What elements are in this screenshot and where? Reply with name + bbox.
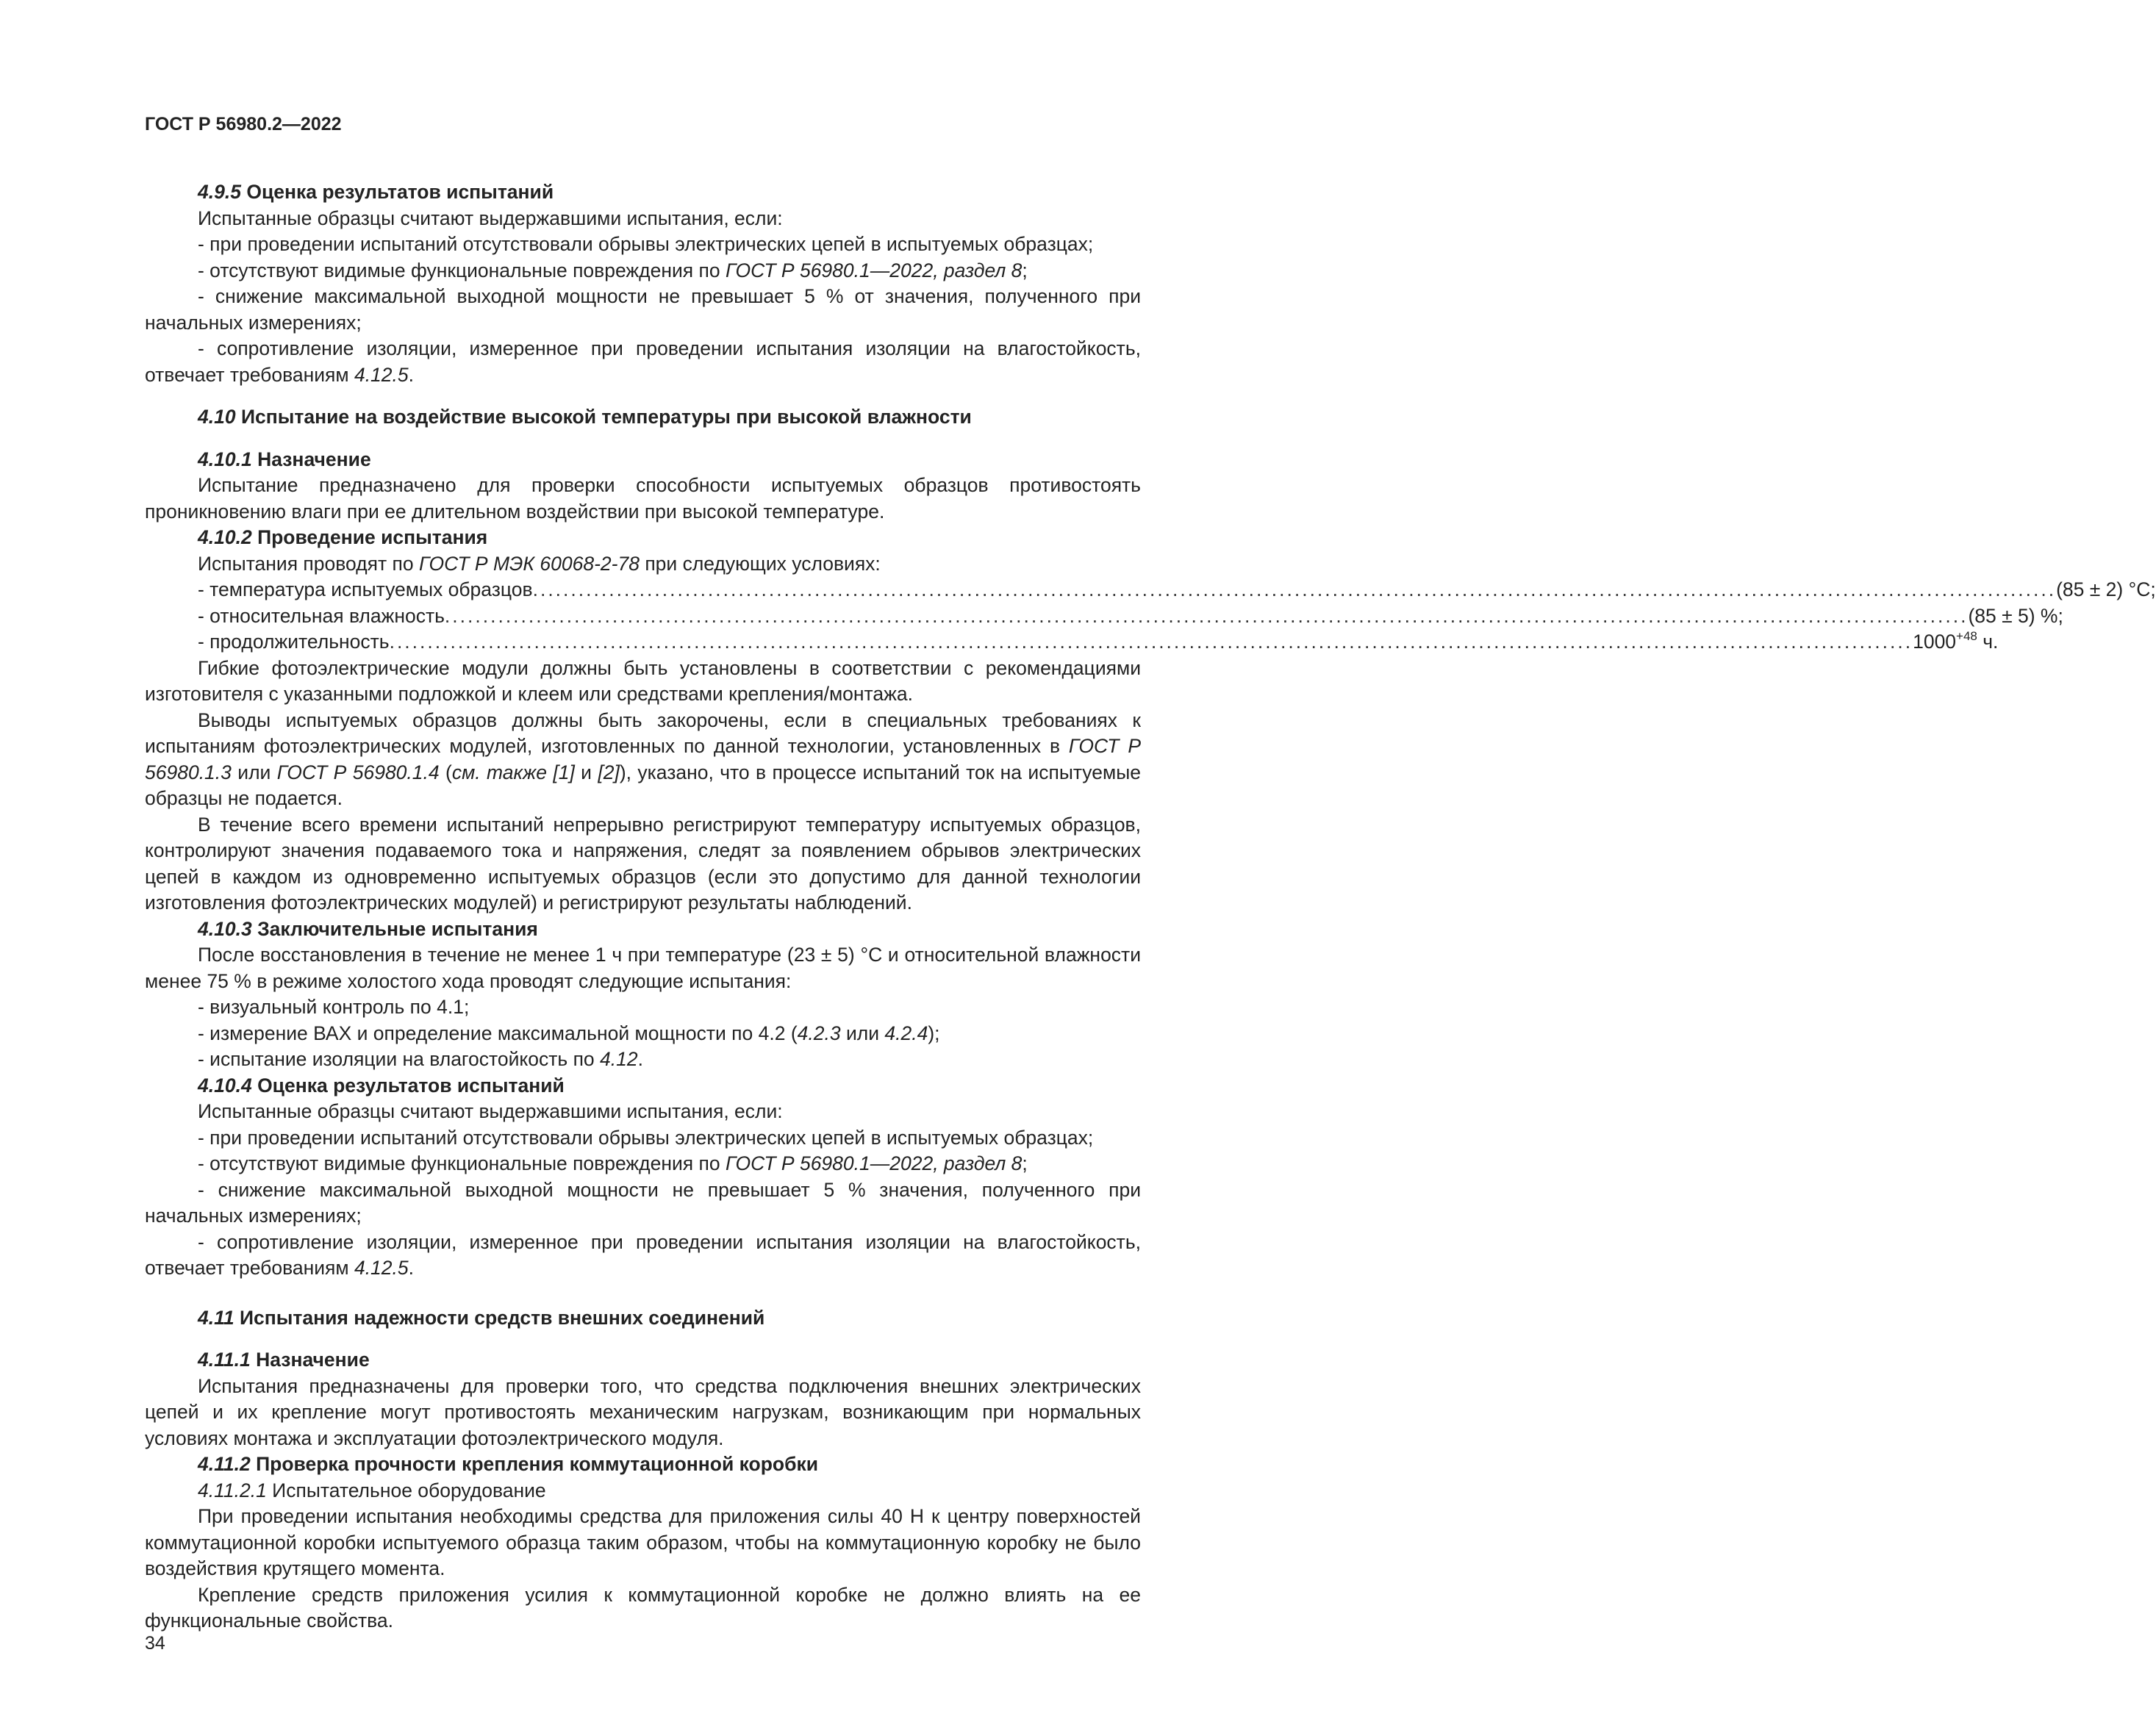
leader-dots: ........................................................................................................................................................................................................ [389, 631, 1913, 653]
text: . [408, 363, 415, 386]
text: Испытания проводят по [198, 552, 419, 575]
section-title: Оценка результатов испытаний [246, 181, 554, 203]
section-4-10-1 [145, 447, 1141, 525]
text: - сопротивление изоляции, измеренное при проведении испытания изоляции на влагостойкость, отвечает требованиям [145, 1230, 1141, 1279]
list-item: - снижение максимальной выходной мощности не превышает 5 % значения, полученного при начальных измерениях; [145, 1178, 1141, 1227]
text: - сопротивление изоляции, измеренное при проведении испытания изоляции на влагостойкость, отвечает требованиям [145, 337, 1141, 386]
duration-value: 1000 [1913, 631, 1957, 653]
reference: см. также [1] [451, 761, 575, 783]
section-number: 4.9.5 [198, 181, 241, 203]
condition-value: (85 ± 2) °C; [2056, 578, 2156, 600]
text: - отсутствуют видимые функциональные повреждения по [198, 1152, 726, 1174]
paragraph: Испытания предназначены для проверки того, что средства подключения внешних электрических цепей и их крепление могут противостоять механическим нагрузкам, возникающим при нормальных условиях монтажа и эксплуатации фотоэлектрического модуля. [145, 1374, 1141, 1449]
section-title: Испытание на воздействие высокой температуры при высокой влажности [240, 406, 972, 428]
section-title: Назначение [257, 448, 371, 470]
list-item [145, 1151, 1141, 1177]
list-item [145, 336, 1141, 388]
subsection-heading [145, 1478, 1141, 1504]
paragraph: Крепление средств приложения усилия к коммутационной коробке не должно влиять на ее функциональные свойства. [145, 1583, 1141, 1632]
section-4-10-3 [145, 916, 1141, 1073]
condition-value: (85 ± 5) %; [1968, 604, 2063, 627]
section-4-10-4 [145, 1073, 1141, 1282]
section-4-10-2 [145, 525, 2156, 916]
reference: 4.2.4 [884, 1022, 928, 1044]
reference: ГОСТ Р 56980.1—2022, раздел 8 [725, 259, 1023, 281]
section-heading [145, 179, 1141, 206]
subsection-title: Испытательное оборудование [266, 1479, 546, 1501]
reference: ГОСТ Р 56980.1.3 [145, 735, 1141, 783]
paragraph: После восстановления в течение не менее 1 ч при температуре (23 ± 5) °C и относительной влажности менее 75 % в режиме холостого хода проводят следующие испытания: [145, 944, 1141, 992]
text: и [574, 761, 598, 783]
condition-value [1913, 629, 1998, 656]
section-4-11-2 [145, 1451, 1141, 1634]
text: или [231, 761, 277, 783]
reference: ГОСТ Р 56980.1—2022, раздел 8 [725, 1152, 1023, 1174]
subsection-number: 4.11.2.1 [198, 1479, 267, 1501]
section-title: Проверка прочности крепления коммутационной коробки [256, 1453, 819, 1475]
section-title: Заключительные испытания [257, 917, 538, 940]
list-item: - снижение максимальной выходной мощности не превышает 5 % от значения, полученного при начальных измерениях; [145, 285, 1141, 334]
section-heading [145, 1073, 1141, 1099]
section-heading [145, 525, 1141, 551]
condition-row [145, 577, 2156, 603]
text: Выводы испытуемых образцов должны быть закорочены, если в специальных требованиях к испытаниям фотоэлектрических модулей, изготовленных по данной технологии, установленных в [145, 708, 1141, 757]
condition-row [145, 629, 1999, 656]
reference: ГОСТ Р МЭК 60068-2-78 [418, 552, 640, 575]
text: или [840, 1022, 885, 1044]
paragraph: Испытание предназначено для проверки способности испытуемых образцов противостоять проникновению влаги при ее длительном воздействии при высокой температуре. [145, 474, 1141, 523]
section-title: Испытания надежности средств внешних соединений [240, 1306, 765, 1329]
section-title: Оценка результатов испытаний [257, 1074, 565, 1097]
list-item: - при проведении испытаний отсутствовали обрывы электрических цепей в испытуемых образцах; [198, 233, 1094, 255]
paragraph: Гибкие фотоэлектрические модули должны быть установлены в соответствии с рекомендациями изготовителя с указанными подложкой и клеем или средствами крепления/монтажа. [145, 656, 1141, 705]
list-item [145, 1047, 1141, 1073]
paragraph: Испытанные образцы считают выдержавшими испытания, если: [198, 207, 783, 229]
section-number: 4.10.1 [198, 448, 252, 470]
text: ; [1022, 1152, 1028, 1174]
section-heading [145, 1451, 1141, 1478]
reference: 4.12.5 [354, 363, 409, 386]
section-title: Проведение испытания [257, 526, 488, 548]
condition-label: - температура испытуемых образцов [198, 578, 533, 600]
condition-row [145, 603, 2063, 630]
list-item: - при проведении испытаний отсутствовали обрывы электрических цепей в испытуемых образцах; [198, 1126, 1094, 1149]
section-heading [145, 916, 1141, 943]
document-header: ГОСТ Р 56980.2—2022 [145, 114, 342, 134]
paragraph: В течение всего времени испытаний непрерывно регистрируют температуру испытуемых образцов, контролируют значения подаваемого тока и напряжения, следят за появлением обрывов электрических цепей в каждом из одновременно испытуемых образцов (если это допустимо для данной технологии изготовления фотоэлектрических модулей) и регистрируют результаты наблюдений. [145, 813, 1141, 914]
section-number: 4.10.2 [198, 526, 252, 548]
reference: ГОСТ Р 56980.1.4 [276, 761, 440, 783]
leader-dots: ........................................................................................................................................................................................................ [532, 578, 2057, 600]
section-4-11-1 [145, 1347, 1141, 1451]
list-item [145, 1021, 1141, 1047]
page-number: 34 [145, 1633, 165, 1654]
section-heading [145, 447, 1141, 473]
section-heading [145, 1347, 1141, 1374]
text: - измерение ВАХ и определение максимальной мощности по 4.2 ( [198, 1022, 798, 1044]
text: . [637, 1048, 643, 1070]
condition-label: - относительная влажность [198, 604, 445, 627]
text: . [408, 1257, 415, 1279]
paragraph [145, 708, 1141, 812]
section-number: 4.10.3 [198, 917, 252, 940]
section-heading-4-11 [145, 1305, 1141, 1332]
text: ); [928, 1022, 940, 1044]
text: ; [1022, 259, 1028, 281]
reference: 4.12 [600, 1048, 638, 1070]
text: ), указано, что в процессе испытаний ток на испытуемые образцы не подается. [145, 761, 1141, 809]
paragraph: Испытанные образцы считают выдержавшими испытания, если: [198, 1100, 783, 1122]
text: - испытание изоляции на влагостойкость по [198, 1048, 601, 1070]
section-number: 4.11.2 [198, 1453, 251, 1475]
section-number: 4.10.4 [198, 1074, 252, 1097]
list-item [145, 258, 1141, 284]
reference: 4.2.3 [797, 1022, 841, 1044]
section-number: 4.11 [198, 1306, 234, 1329]
section-title: Назначение [256, 1349, 370, 1371]
reference: 4.12.5 [354, 1257, 409, 1279]
condition-label: - продолжительность [198, 631, 390, 653]
text: ( [439, 761, 452, 783]
list-item: - визуальный контроль по 4.1; [198, 996, 470, 1018]
paragraph: При проведении испытания необходимы средства для приложения силы 40 Н к центру поверхностей коммутационной коробки испытуемого образца таким образом, чтобы на коммутационную коробку не было воздействия крутящего момента. [145, 1505, 1141, 1579]
section-4-9-5 [145, 179, 1141, 388]
reference: [2] [598, 761, 620, 783]
leader-dots: ........................................................................................................................................................................................................ [444, 604, 1969, 627]
section-number: 4.10 [198, 406, 236, 428]
text: при следующих условиях: [639, 552, 881, 575]
text: - отсутствуют видимые функциональные повреждения по [198, 259, 726, 281]
list-item [145, 1230, 1141, 1282]
section-number: 4.11.1 [198, 1349, 251, 1371]
section-heading-4-10 [145, 404, 1141, 431]
duration-tolerance: +48 [1956, 629, 1977, 643]
duration-unit: ч. [1977, 631, 1999, 653]
paragraph [145, 551, 1141, 578]
